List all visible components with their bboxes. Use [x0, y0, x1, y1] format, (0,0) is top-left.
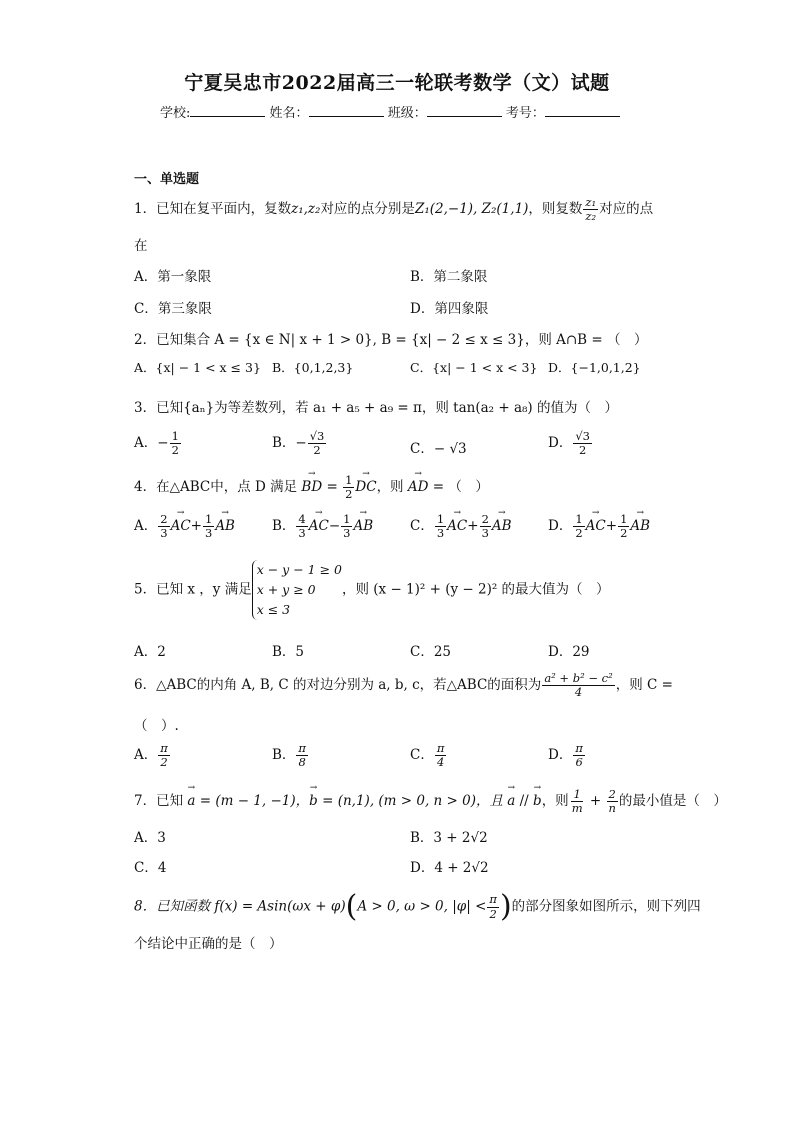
school-label: 学校: [160, 106, 191, 121]
vector: → b [309, 793, 318, 809]
operator: + [605, 518, 618, 535]
vector: → AC [171, 518, 191, 534]
fraction [618, 513, 629, 540]
math: z₁,z₂ [291, 201, 321, 218]
vector: → AB [215, 518, 235, 534]
text: 对应的点 [599, 201, 654, 218]
question-8-stem-cont: 个结论中正确的是（ ） [134, 936, 283, 952]
name-label: 姓名： [269, 106, 309, 121]
denominator: 2 [313, 443, 321, 458]
numerator: 1 [204, 512, 213, 526]
fraction [158, 742, 170, 769]
q3-option-a[interactable] [134, 430, 182, 457]
text: + [585, 793, 606, 810]
q1-option-c[interactable]: C．第三象限 [134, 301, 212, 317]
page-title: 宁夏吴忠市2022届高三一轮联考数学（文）试题 [184, 72, 610, 94]
fraction [542, 672, 614, 699]
fraction [296, 742, 308, 769]
option-label: A． [134, 747, 158, 764]
operator: + [467, 518, 479, 535]
name-field[interactable] [309, 104, 384, 117]
fraction [573, 513, 584, 540]
vector: → BD [301, 479, 322, 495]
fraction [573, 430, 592, 457]
question-1-stem-cont: 在 [134, 238, 148, 254]
denominator: 3 [204, 526, 213, 541]
q1-option-b[interactable]: B．第二象限 [410, 269, 488, 285]
text: ，则 (x − 1)² + (y − 2)² 的最大值为（ ） [341, 581, 610, 598]
denominator: 8 [298, 755, 306, 770]
option-label: D． [548, 518, 573, 535]
q7-option-c[interactable]: C．4 [134, 860, 167, 876]
math: 8．已知函数 f(x) = Asin(ωx + φ) [134, 898, 346, 915]
q5-option-c[interactable]: C．25 [410, 644, 452, 660]
question-6-stem [134, 672, 673, 699]
numerator: 1 [575, 512, 583, 526]
question-4-stem [134, 474, 489, 501]
denominator: 2 [489, 906, 497, 921]
q1-option-d[interactable]: D．第四象限 [410, 301, 489, 317]
numerator: 1 [343, 512, 351, 526]
fraction [170, 430, 181, 457]
q2-option-a[interactable]: A．{x| − 1 < x ≤ 3} [134, 360, 261, 375]
math: = (n,1), (m > 0, n > 0)，且 [317, 793, 508, 810]
q7-option-d[interactable]: D．4 + 2√2 [410, 860, 489, 876]
q4-option-a[interactable] [134, 513, 235, 540]
option-label: A． [134, 518, 158, 535]
numerator: z₁ [585, 195, 597, 209]
numerator: 4 [298, 512, 306, 526]
q5-option-b[interactable]: B．5 [272, 644, 305, 660]
text: 4．在△ABC中，点 D 满足 [134, 479, 302, 496]
numerator: π [575, 741, 583, 755]
fraction [487, 893, 499, 920]
denominator: 3 [160, 526, 168, 541]
option-label: B． [272, 747, 296, 764]
vector: → AB [353, 518, 373, 534]
q3-option-b[interactable] [272, 430, 327, 457]
denominator: z₂ [585, 209, 597, 224]
right-paren: ) [499, 889, 512, 924]
denominator: 2 [171, 443, 179, 458]
option-label: C． [410, 518, 434, 535]
student-info-line [160, 102, 640, 121]
left-paren: ( [345, 889, 358, 924]
denominator: 4 [574, 685, 583, 700]
numerator: √3 [309, 429, 325, 443]
text: − [295, 435, 307, 452]
q4-option-c[interactable] [410, 513, 512, 540]
fraction [158, 513, 169, 540]
numerator: 1 [620, 512, 628, 526]
school-field[interactable] [190, 104, 265, 117]
vector: → a [507, 793, 515, 809]
option-label: D． [548, 435, 573, 452]
numerator: 1 [171, 429, 179, 443]
vector: → AB [492, 518, 512, 534]
text: 1．已知在复平面内，复数 [134, 201, 292, 218]
vector: → a [187, 793, 195, 809]
fraction [341, 513, 352, 540]
fraction [203, 513, 214, 540]
fraction [296, 513, 307, 540]
q6-option-b[interactable] [272, 742, 309, 769]
denominator: m [571, 801, 583, 816]
math: A > 0, ω > 0, |φ| < [357, 898, 487, 915]
text: − √3 [433, 441, 467, 457]
text: // [515, 793, 534, 810]
denominator: 2 [620, 526, 628, 541]
operator: − [328, 518, 341, 535]
number-label: 考号： [505, 106, 545, 121]
numerator: 2 [481, 512, 489, 526]
fraction [480, 513, 491, 540]
class-field[interactable] [427, 104, 502, 117]
question-8-stem [134, 889, 701, 924]
numerator: 1 [345, 473, 353, 487]
text: 5．已知 x ，y 满足 [134, 581, 252, 598]
operator: + [190, 518, 202, 535]
numerator: π [160, 741, 168, 755]
text: = （ ） [428, 479, 489, 496]
option-label: B． [272, 435, 296, 452]
fraction [435, 742, 447, 769]
denominator: 4 [436, 755, 445, 770]
denominator: n [608, 801, 616, 816]
numerator: 2 [608, 787, 616, 801]
denominator: 3 [343, 526, 351, 541]
q3-option-d[interactable] [548, 430, 593, 457]
text: 6．△ABC的内角 A, B, C 的对边分别为 a, b, c，若△ABC的面积为 [134, 677, 542, 694]
q2-option-d[interactable]: D．{−1,0,1,2} [548, 360, 641, 375]
numerator: π [298, 741, 306, 755]
q6-option-a[interactable] [134, 742, 171, 769]
option-label: B． [272, 518, 296, 535]
vector: → AD [408, 479, 429, 495]
question-5-stem [134, 560, 610, 620]
q2-option-b[interactable]: B．{0,1,2,3} [272, 360, 354, 375]
text: = [322, 479, 343, 496]
numerator: a² + b² − c² [544, 671, 613, 685]
denominator: 3 [481, 526, 489, 541]
math: Z₁(2,−1), Z₂(1,1) [414, 201, 529, 218]
vector: → b [533, 793, 542, 809]
vector: → AC [586, 518, 606, 534]
denominator: 2 [160, 755, 168, 770]
question-7-stem [134, 788, 727, 815]
inequality: x + y ≥ 0 [256, 582, 316, 597]
denominator: 3 [436, 526, 445, 541]
q2-option-c[interactable]: C．{x| − 1 < x < 3} [410, 360, 538, 375]
text: ，则 [541, 793, 569, 810]
denominator: 2 [575, 526, 583, 541]
question-3-stem: 3．已知{aₙ}为等差数列，若 a₁ + a₅ + a₉ = π，则 tan(a₂ + a₈) 的值为（ ） [134, 400, 618, 416]
q5-option-a[interactable]: A．2 [134, 644, 166, 660]
vector: → AC [309, 518, 329, 534]
option-label: C． [410, 441, 434, 457]
question-1-stem [134, 196, 653, 223]
q6-option-c[interactable] [410, 742, 447, 769]
q5-option-d[interactable]: D．29 [548, 644, 590, 660]
q4-option-d[interactable] [548, 513, 650, 540]
numerator: 1 [436, 512, 445, 526]
fraction [308, 430, 327, 457]
fraction [607, 788, 618, 815]
numerator: π [436, 741, 445, 755]
vector: → AB [630, 518, 650, 534]
text: 7．已知 [134, 793, 188, 810]
text: 的最小值是（ ） [618, 793, 727, 810]
numerator: 2 [160, 512, 168, 526]
denominator: 3 [298, 526, 306, 541]
class-label: 班级： [387, 106, 427, 121]
text: 对应的点分别是 [320, 201, 415, 218]
q1-option-a[interactable]: A．第一象限 [134, 269, 212, 285]
option-label: A． [134, 435, 158, 452]
question-6-stem-cont: （ ）. [134, 718, 179, 734]
question-2-stem: 2．已知集合 A = {x ∈ N| x + 1 > 0}, B = {x| − 2 ≤ x ≤ 3}，则 A∩B = （ ） [134, 332, 648, 348]
section-heading: 一、单选题 [134, 172, 200, 187]
text: ，则 C = [615, 677, 673, 694]
q7-option-b[interactable]: B．3 + 2√2 [410, 830, 488, 846]
text: ，则复数 [528, 201, 583, 218]
numerator: √3 [575, 429, 590, 443]
inequality: x − y − 1 ≥ 0 [256, 562, 342, 577]
math: = (m − 1, −1)， [195, 793, 310, 810]
text: ，则 [376, 479, 408, 496]
denominator: 2 [345, 487, 353, 502]
numerator: 1 [573, 787, 581, 801]
q7-option-a[interactable]: A．3 [134, 830, 166, 846]
inequality: x ≤ 3 [256, 602, 291, 617]
option-label: D． [548, 747, 573, 764]
q3-option-c[interactable] [410, 437, 467, 457]
text: 的部分图象如图所示，则下列四 [511, 898, 701, 915]
denominator: 6 [575, 755, 583, 770]
q6-option-d[interactable] [548, 742, 586, 769]
q4-option-b[interactable] [272, 513, 373, 540]
fraction [435, 513, 446, 540]
fraction [343, 474, 354, 501]
vector: → AC [447, 518, 467, 534]
text: − [157, 435, 169, 452]
inequality-system [252, 560, 342, 620]
number-field[interactable] [545, 104, 620, 117]
option-label: C． [410, 747, 434, 764]
numerator: π [489, 892, 497, 907]
vector: → DC [355, 479, 376, 495]
denominator: 2 [578, 443, 587, 458]
fraction [570, 788, 585, 815]
fraction [573, 742, 585, 769]
fraction [583, 196, 598, 223]
